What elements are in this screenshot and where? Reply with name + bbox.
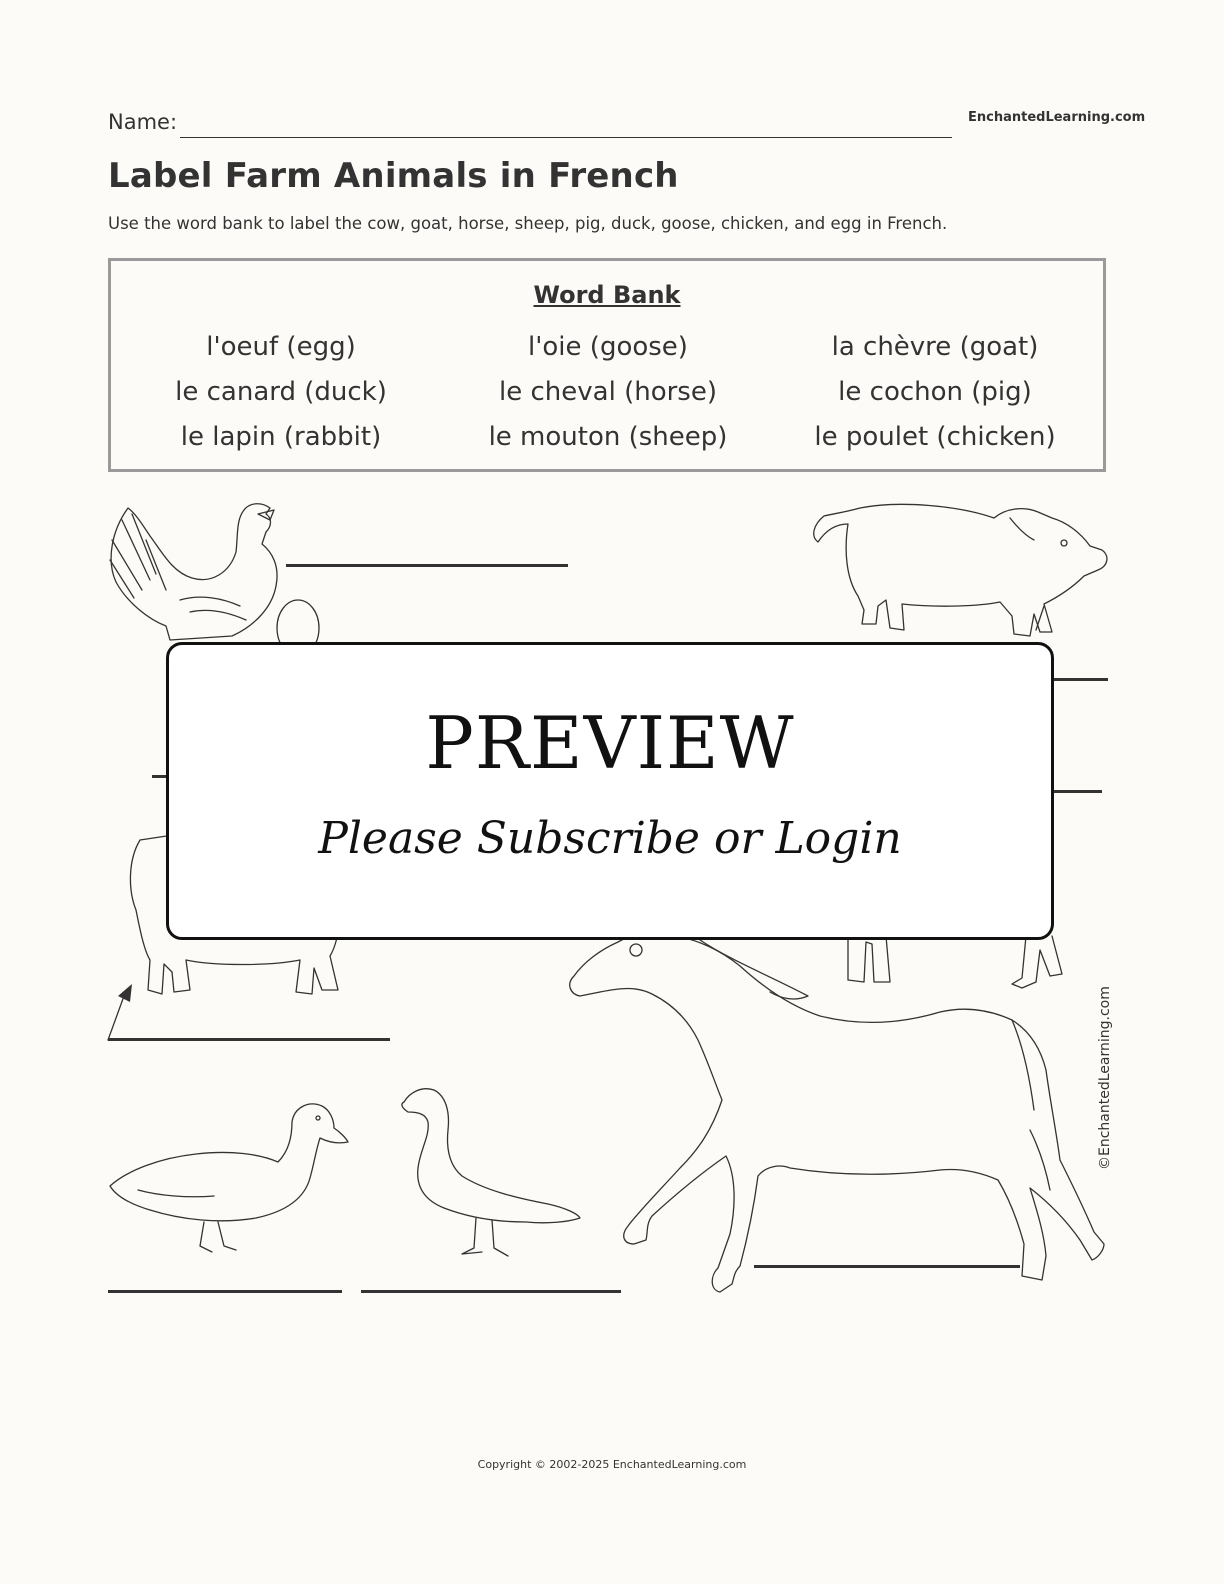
page-title: Label Farm Animals in French — [108, 156, 679, 196]
pig-icon — [814, 504, 1107, 636]
duck-icon — [110, 1104, 348, 1252]
subscribe-login-prompt[interactable]: Please Subscribe or Login — [318, 813, 902, 864]
brand-link[interactable]: EnchantedLearning.com — [968, 110, 1146, 125]
word-bank-title: Word Bank — [533, 281, 681, 309]
word-bank-item: le poulet (chicken) — [814, 422, 1056, 452]
answer-line-goose[interactable] — [361, 1290, 621, 1293]
goose-icon — [402, 1089, 580, 1256]
answer-line-horse[interactable] — [754, 1265, 1020, 1268]
answer-line-goat[interactable] — [1046, 790, 1102, 793]
goat-icon — [848, 936, 1062, 988]
word-bank-item: le mouton (sheep) — [488, 422, 728, 452]
vertical-credit: ©EnchantedLearning.com — [1097, 986, 1113, 1170]
word-bank-item: la chèvre (goat) — [831, 332, 1039, 362]
word-bank-item: le canard (duck) — [175, 377, 387, 407]
instructions: Use the word bank to label the cow, goat, horse, sheep, pig, duck, goose, chicken, and egg in French. — [108, 214, 948, 233]
word-bank-item: l'oeuf (egg) — [206, 332, 356, 362]
chicken-icon — [110, 504, 277, 640]
word-bank-item: le cochon (pig) — [838, 377, 1032, 407]
word-bank-item: le cheval (horse) — [499, 377, 717, 407]
answer-line-pig[interactable] — [1046, 678, 1108, 681]
name-label: Name: — [108, 110, 178, 134]
answer-line-chicken[interactable] — [286, 564, 568, 567]
preview-title: PREVIEW — [425, 701, 795, 785]
preview-overlay[interactable] — [166, 642, 1054, 940]
word-bank-item: le lapin (rabbit) — [180, 422, 382, 452]
word-bank-item: l'oie (goose) — [528, 332, 688, 362]
answer-line-sheep[interactable] — [108, 1038, 390, 1041]
copyright: Copyright © 2002-2025 EnchantedLearning.com — [477, 1458, 747, 1471]
answer-line-duck[interactable] — [108, 1290, 342, 1293]
